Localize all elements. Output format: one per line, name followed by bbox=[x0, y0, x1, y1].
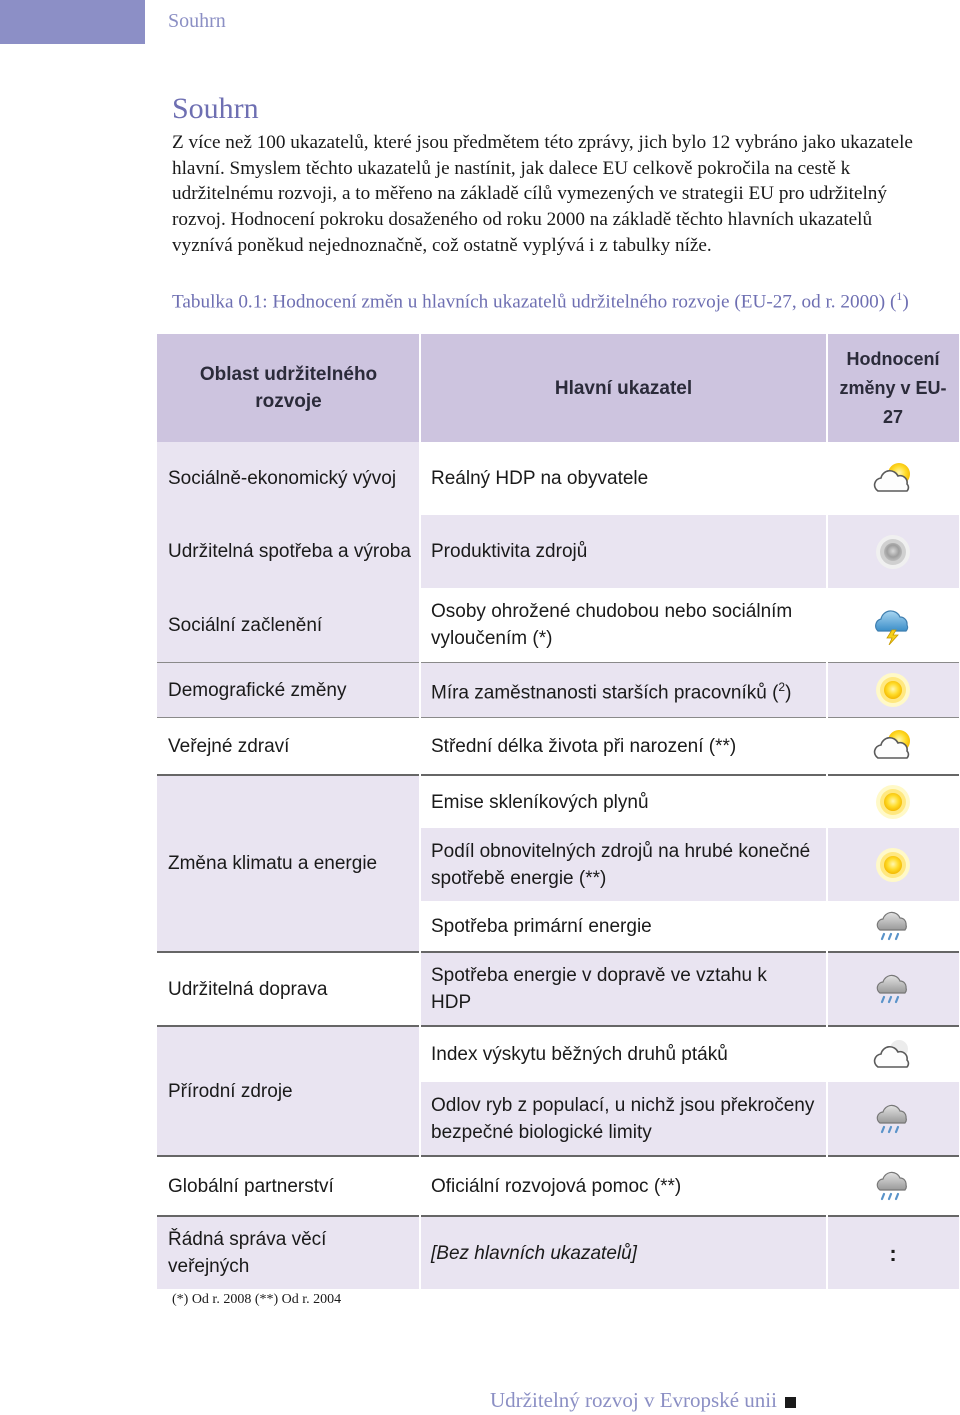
area-cell: Změna klimatu a energie bbox=[157, 776, 420, 951]
rain-cloud-icon bbox=[870, 1166, 916, 1206]
indicator-cell: Spotřeba energie v dopravě ve vztahu k HDP bbox=[420, 953, 827, 1025]
indicator-cell: Reálný HDP na obyvatele bbox=[420, 442, 827, 515]
indicator-cell: [Bez hlavních ukazatelů] bbox=[420, 1217, 827, 1289]
sun-behind-cloud-icon bbox=[870, 726, 916, 766]
rain-cloud-icon bbox=[870, 1099, 916, 1139]
area-cell: Přírodní zdroje bbox=[157, 1027, 420, 1155]
rain-cloud-icon bbox=[870, 906, 916, 946]
rating-cell bbox=[827, 442, 959, 515]
area-cell: Veřejné zdraví bbox=[157, 718, 420, 774]
rating-cell bbox=[827, 1157, 959, 1215]
column-separator bbox=[419, 334, 421, 1289]
indicator-cell: Míra zaměstnanosti starších pracovníků ($^2$) bbox=[420, 663, 827, 717]
indicator-cell: Spotřeba primární energie bbox=[420, 901, 827, 951]
running-header: Souhrn bbox=[168, 10, 226, 32]
rating-cell bbox=[827, 901, 959, 951]
indicator-table bbox=[157, 334, 959, 1289]
rating-cell: : bbox=[827, 1217, 959, 1289]
rating-cell bbox=[827, 588, 959, 662]
section-title: Souhrn bbox=[172, 92, 259, 125]
intro-paragraph: Z více než 100 ukazatelů, které jsou předmětem této zprávy, jich bylo 12 vybráno jako ukazatele hlavní. Smyslem těchto ukazatelů je nastínit, jak dalece EU celkově pokročila na cestě k udržitelnému rozvoji, a to měřeno na základě cílů vymezených ve strategii EU pro udržitelný rozvoj. Hodnocení pokroku dosaženého od roku 2000 na základě těchto hlavních ukazatelů vyznívá poněkud nejednoznačně, což ostatně vyplývá i z tabulky níže. bbox=[172, 132, 913, 256]
sun-behind-cloud-icon bbox=[870, 459, 916, 499]
rating-cell bbox=[827, 828, 959, 901]
area-cell: Sociální začlenění bbox=[168, 614, 323, 636]
rating-cell bbox=[827, 1082, 959, 1155]
rain-cloud-icon bbox=[870, 969, 916, 1009]
indicator-cell: Produktivita zdrojů bbox=[420, 515, 827, 588]
area-cell: Udržitelná spotřeba a výroba bbox=[168, 541, 411, 562]
header-accent-bar bbox=[0, 0, 145, 44]
footer-square-marker bbox=[785, 1397, 796, 1408]
area-cell: Demografické změny bbox=[157, 663, 420, 717]
area-cell: Globální partnerství bbox=[157, 1157, 420, 1215]
header-rating: Hodnocení změny v EU-27 bbox=[827, 334, 959, 442]
rating-cell bbox=[827, 1027, 959, 1082]
indicator-cell: Osoby ohrožené chudobou nebo sociálním vyloučením (*) bbox=[420, 588, 827, 662]
table-caption: Tabulka 0.1: Hodnocení změn u hlavních ukazatelů udržitelného rozvoje (EU-27, od r. 2000) ($^1$) bbox=[172, 289, 909, 313]
indicator-cell: Odlov ryb z populací, u nichž jsou překročeny bezpečné biologické limity bbox=[420, 1082, 827, 1155]
indicator-cell: Střední délka života při narození (**) bbox=[420, 718, 827, 774]
table-footnote: (*) Od r. 2008 (**) Od r. 2004 bbox=[172, 1292, 342, 1307]
cloud-icon bbox=[870, 1035, 916, 1075]
rating-cell bbox=[827, 718, 959, 774]
sun-icon bbox=[870, 782, 916, 822]
rating-cell bbox=[827, 663, 959, 717]
indicator-cell: Emise skleníkových plynů bbox=[420, 776, 827, 828]
area-cell: Řádná správa věcí veřejných bbox=[157, 1217, 420, 1289]
sun-icon bbox=[870, 670, 916, 710]
indicator-cell: Oficiální rozvojová pomoc (**) bbox=[420, 1157, 827, 1215]
page-footer: Udržitelný rozvoj v Evropské unii bbox=[490, 1388, 796, 1413]
indicator-cell: Index výskytu běžných druhů ptáků bbox=[420, 1027, 827, 1082]
area-cell: Udržitelná doprava bbox=[157, 953, 420, 1025]
header-indicator: Hlavní ukazatel bbox=[420, 334, 827, 442]
header-area: Oblast udržitelného rozvoje bbox=[157, 334, 420, 442]
sun-icon bbox=[870, 845, 916, 885]
rating-cell bbox=[827, 953, 959, 1025]
area-cell: Sociálně-ekonomický vývoj bbox=[168, 468, 397, 489]
indicator-cell: Podíl obnovitelných zdrojů na hrubé konečné spotřebě energie (**) bbox=[420, 828, 827, 901]
rating-cell bbox=[827, 776, 959, 828]
grey-sun-icon bbox=[870, 532, 916, 572]
rating-cell bbox=[827, 515, 959, 588]
column-separator bbox=[826, 334, 828, 1289]
thundercloud-icon bbox=[870, 605, 916, 645]
